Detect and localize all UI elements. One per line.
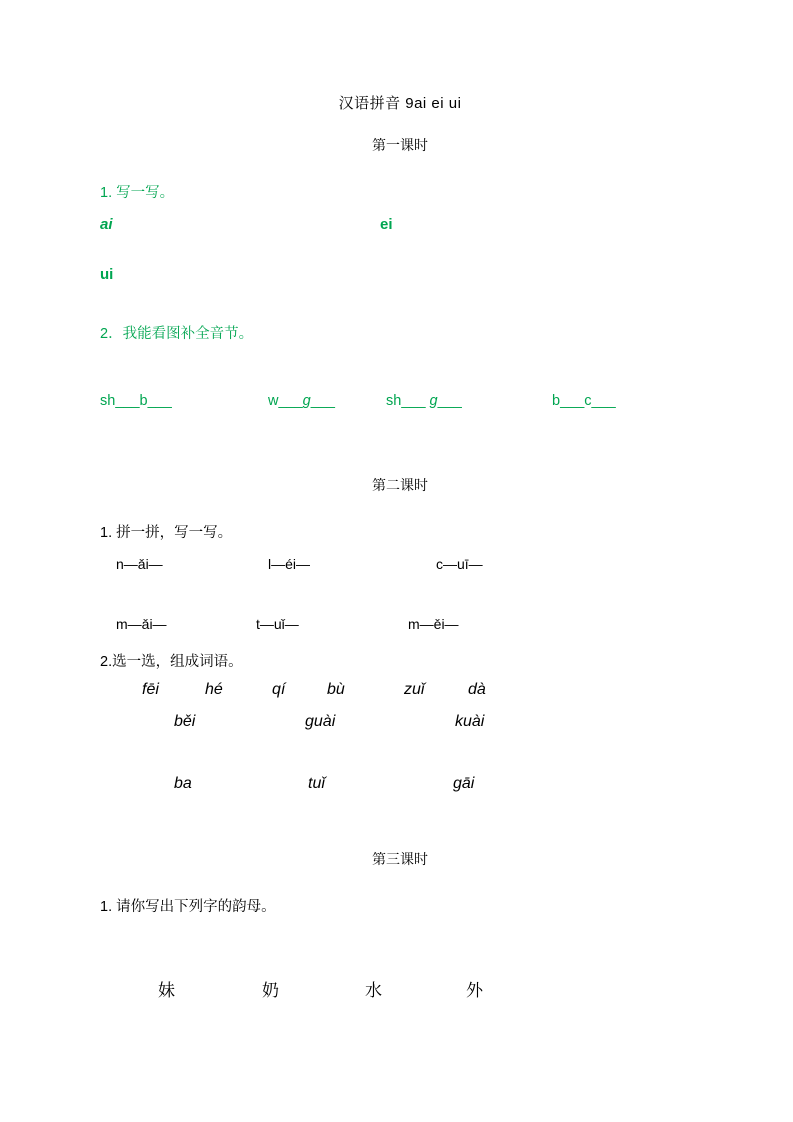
word-item-qi: qí [272,681,286,698]
word-row-2 [100,713,700,745]
pinyin-ei: ei [380,216,393,233]
question-1-1-label: 1. 写一写。 [100,185,175,201]
spell-item-5: t—uǐ— [256,616,299,632]
blank-row-1 [100,393,700,427]
section-heading-2: 第二课时 [372,477,428,493]
blank-item-1: sh___b___ [100,393,172,409]
spell-item-4: m—ǎi— [116,616,167,632]
question-2-2-label: 2.选一选，组成词语。 [100,654,243,670]
pinyin-ai: ai [100,216,113,233]
word-item-fei: fēi [142,681,159,698]
spell-item-1: n—ǎi— [116,556,163,572]
question-2-1-label: 1. 拼一拼，写一写。 [100,525,233,541]
spell-item-6: m—ěi— [408,616,459,632]
word-item-guai: guài [305,713,336,730]
word-item-gai: gāi [453,775,475,792]
word-item-ba: ba [174,775,192,792]
spell-row-2 [100,616,700,650]
word-item-tui: tuǐ [308,775,325,792]
word-row-3 [100,775,700,807]
pinyin-row-2 [100,266,700,296]
hanzi-mei: 妹 [158,981,175,1000]
blank-item-4: b___c___ [552,393,616,409]
blank-item-2: w___g___ [268,393,335,409]
word-item-kuai: kuài [455,713,485,730]
spell-row-1 [100,556,700,590]
pinyin-row-1 [100,216,700,246]
hanzi-wai: 外 [466,981,483,1000]
word-item-bei: běi [174,713,196,730]
section-heading-3: 第三课时 [372,851,428,867]
word-item-bu: bù [327,681,345,698]
pinyin-ui: ui [100,266,114,283]
document-content [100,92,700,1016]
hanzi-shui: 水 [365,981,382,1000]
hanzi-nai: 奶 [262,981,279,1000]
spell-item-2: l—éi— [268,556,311,572]
word-item-zui: zuǐ [404,681,425,698]
page-title: 汉语拼音 9ai ei ui [338,95,462,112]
spell-item-3: c—uī— [436,556,483,572]
word-item-he: hé [205,681,223,698]
word-item-da: dà [468,681,486,698]
blank-item-3: sh___ g___ [386,393,462,409]
hanzi-row [100,976,700,1016]
word-row-1 [100,681,700,713]
question-1-2-label: 2．我能看图补全音节。 [100,326,254,342]
question-3-1-label: 1. 请你写出下列字的韵母。 [100,899,276,915]
section-heading-1: 第一课时 [372,137,428,153]
